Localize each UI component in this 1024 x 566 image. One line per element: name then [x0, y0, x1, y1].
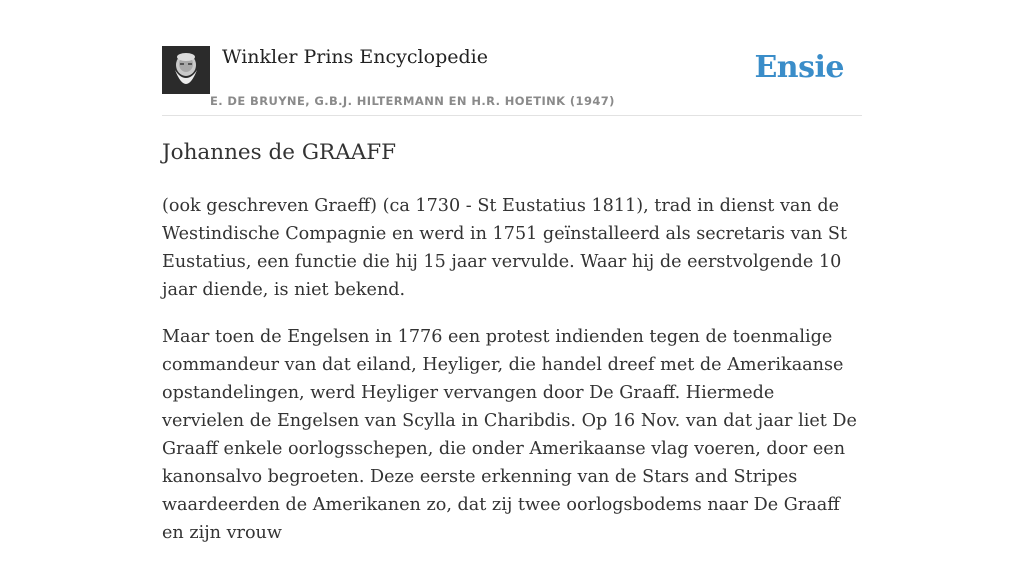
bearded-man-portrait-icon — [162, 46, 210, 94]
page — [162, 0, 862, 543]
site-title[interactable]: Winkler Prins Encyclopedie — [222, 46, 488, 68]
article-paragraph: Maar toen de Engelsen in 1776 een protest indienden tegen de toenmalige commandeur van dat eiland, Heyliger, die handel dreef met de Amerikaanse opstandelingen, werd Heyliger vervangen door De Graaff. Hiermede vervielen de Engelsen van Scylla in Charibdis. Op 16 Nov. van dat jaar liet De Graaff enkele oorlogsschepen, die onder Amerikaanse vlag voeren, door een kanonsalvo begroeten. Deze eerste erkenning van de Stars and Stripes waardeerden de Amerikanen zo, dat zij twee oorlogsbodems naar De Graaff en zijn vrouw — [162, 327, 857, 543]
site-header — [162, 0, 862, 116]
brand-logo[interactable]: Ensie — [754, 50, 844, 85]
authors-byline: E. DE BRUYNE, G.B.J. HILTERMANN EN H.R. HOETINK (1947) — [210, 94, 615, 108]
article-paragraph: (ook geschreven Graeff) (ca 1730 - St Eustatius 1811), trad in dienst van de Westindische Compagnie en werd in 1751 geïnstalleerd als secretaris van St Eustatius, een functie die hij 15 jaar vervulde. Waar hij de eerstvolgende 10 jaar diende, is niet bekend. — [162, 196, 848, 300]
article-title: Johannes de GRAAFF — [162, 140, 397, 165]
author-avatar[interactable] — [162, 46, 210, 94]
article-body — [162, 192, 862, 566]
